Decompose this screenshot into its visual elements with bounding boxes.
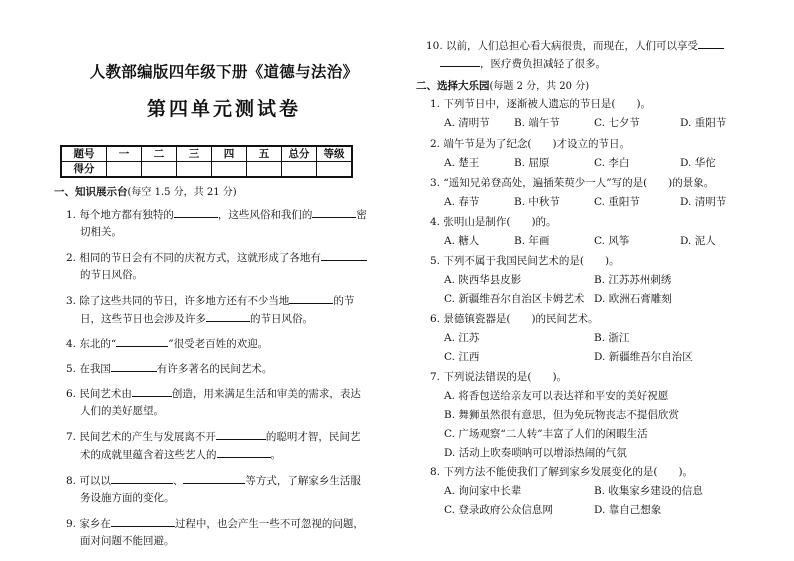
answer-blank[interactable] xyxy=(289,293,333,304)
question-text: 2. 相同的节日会有不同的庆祝方式，这就形成了各地有 xyxy=(66,252,321,264)
score-cell: 得分 xyxy=(61,162,107,178)
question-6-line2: 人们的美好愿望。 xyxy=(80,405,164,417)
choice-question-6: 6. 景德镇瓷器是( )的民间艺术。 xyxy=(430,313,599,325)
choice-option[interactable]: C. 江西 xyxy=(444,351,480,363)
question-text: 术的成就里蕴含着这些艺人的 xyxy=(80,449,217,461)
question-6 xyxy=(66,386,361,401)
exam-title: 人教部编版四年级下册《道德与法治》 xyxy=(89,62,359,81)
choice-options-8b xyxy=(444,503,661,517)
choice-option[interactable]: A. 江苏 xyxy=(444,332,480,344)
question-text: 密 xyxy=(356,209,367,221)
answer-blank[interactable] xyxy=(312,207,356,218)
section-title: 一、知识展示台 xyxy=(54,186,128,198)
choice-option[interactable]: D. 华佗 xyxy=(680,157,716,169)
answer-blank[interactable] xyxy=(217,447,271,458)
question-text: 4. 东北的“ xyxy=(66,338,117,350)
choice-options-3 xyxy=(444,195,726,209)
question-text: 等方式，了解家乡生活服 xyxy=(245,475,361,487)
choice-option[interactable]: A. 楚王 xyxy=(444,157,480,169)
score-cell: 一 xyxy=(107,146,142,162)
answer-blank[interactable] xyxy=(111,473,173,484)
score-input-cell[interactable] xyxy=(247,162,282,178)
question-text: 的节日风俗。 xyxy=(250,313,313,325)
question-text: 3. 除了这些共同的节日，许多地方还有不少当地 xyxy=(66,295,290,307)
score-input-cell[interactable] xyxy=(177,162,212,178)
section-1-heading xyxy=(54,185,394,200)
score-input-cell[interactable] xyxy=(317,162,353,178)
choice-question-2: 2. 端午节是为了纪念( )才设立的节日。 xyxy=(430,138,631,150)
score-cell: 等级 xyxy=(317,146,353,162)
answer-blank[interactable] xyxy=(206,311,250,322)
score-cell: 三 xyxy=(177,146,212,162)
score-cell: 题号 xyxy=(61,146,107,162)
question-10 xyxy=(426,38,770,53)
choice-options-1 xyxy=(444,116,726,130)
question-text: 1. 每个地方都有独特的 xyxy=(66,209,174,221)
section-note: (每题 2 分，共 20 分) xyxy=(489,81,590,92)
question-7 xyxy=(66,429,360,444)
choice-options-8a xyxy=(444,484,703,498)
choice-option[interactable]: B. 江苏苏州刺绣 xyxy=(594,274,672,286)
choice-options-5a xyxy=(444,273,671,287)
choice-question-4: 4. 张明山是制作( )的。 xyxy=(430,216,557,228)
section-note: (每空 1.5 分，共 21 分) xyxy=(127,187,237,198)
section-2-heading xyxy=(416,79,768,94)
answer-blank[interactable] xyxy=(111,516,175,527)
question-text: 8. 可以以 xyxy=(66,475,111,487)
choice-option[interactable]: A. 春节 xyxy=(444,196,480,208)
question-2 xyxy=(66,250,367,265)
score-input-cell[interactable] xyxy=(282,162,317,178)
question-text: 有许多著名的民间艺术。 xyxy=(156,363,273,375)
choice-question-1: 1. 下列节日中，逐渐被人遗忘的节日是( )。 xyxy=(430,98,652,110)
score-cell: 总分 xyxy=(282,146,317,162)
question-text: ”很受老百姓的欢迎。 xyxy=(168,338,269,350)
question-9 xyxy=(66,516,364,531)
question-text: 7. 民间艺术的产生与发展离不开 xyxy=(66,431,216,443)
score-cell: 二 xyxy=(142,146,177,162)
answer-blank[interactable] xyxy=(132,386,172,397)
choice-option[interactable]: C. 七夕节 xyxy=(594,117,640,129)
question-1-line2: 切相关。 xyxy=(80,226,122,238)
answer-blank[interactable] xyxy=(321,250,367,261)
choice-options-2 xyxy=(444,156,716,170)
choice-options-6b xyxy=(444,350,693,364)
choice-question-8: 8. 下列方法不能使我们了解到家乡发展变化的是( )。 xyxy=(430,466,694,478)
choice-question-3: 3. “遥知兄弟登高处，遍插茱萸少一人”写的是( )的景象。 xyxy=(430,177,715,189)
question-8 xyxy=(66,473,361,488)
question-9-line2: 面对问题不能回避。 xyxy=(80,535,175,547)
question-1 xyxy=(66,207,367,222)
answer-blank[interactable] xyxy=(116,336,168,347)
choice-option[interactable]: C. 风筝 xyxy=(594,235,630,247)
choice-option[interactable]: A. 询问家中长辈 xyxy=(444,485,522,497)
choice-option[interactable]: B. 收集家乡建设的信息 xyxy=(594,485,703,497)
question-text: 9. 家乡在 xyxy=(66,518,111,530)
choice-option[interactable]: B. 屈原 xyxy=(514,157,550,169)
question-2-line2: 的节日风俗。 xyxy=(80,269,143,281)
choice-option[interactable]: D. 活动上吹奏唢呐可以增添热闹的气氛 xyxy=(444,447,627,459)
choice-option[interactable]: C. 新疆维吾尔自治区卡姆艺术 xyxy=(444,293,585,305)
choice-option[interactable]: D. 清明节 xyxy=(680,196,727,208)
question-text: 、 xyxy=(172,475,184,487)
exam-subtitle: 第四单元测试卷 xyxy=(146,98,301,120)
choice-option[interactable]: A. 糖人 xyxy=(444,235,480,247)
choice-options-6a xyxy=(444,331,629,345)
choice-question-7: 7. 下列说法错误的是( )。 xyxy=(430,371,568,383)
question-10-line2 xyxy=(440,56,606,71)
choice-option[interactable]: B. 年画 xyxy=(514,235,550,247)
score-cell: 五 xyxy=(247,146,282,162)
choice-option[interactable]: B. 中秋节 xyxy=(514,196,560,208)
question-8-line2: 务设施方面的变化。 xyxy=(80,492,175,504)
choice-option[interactable]: D. 新疆维吾尔自治区 xyxy=(594,351,693,363)
answer-blank[interactable] xyxy=(216,429,266,440)
question-text: ，这些风俗和我们的 xyxy=(217,209,313,221)
answer-blank[interactable] xyxy=(183,473,245,484)
choice-option[interactable]: C. 广场观察“二人转”丰富了人们的闲暇生活 xyxy=(444,428,648,440)
question-4 xyxy=(66,336,268,351)
question-3 xyxy=(66,293,354,308)
question-text: 创造，用来满足生活和审美的需求，表达 xyxy=(171,388,361,400)
choice-option[interactable]: C. 李白 xyxy=(594,157,630,169)
score-input-cell[interactable] xyxy=(107,162,142,178)
question-text: 5. 在我国 xyxy=(66,363,111,375)
choice-option[interactable]: B. 浙江 xyxy=(594,332,630,344)
choice-option[interactable]: D. 泥人 xyxy=(680,235,716,247)
choice-option[interactable]: A. 陕西华县皮影 xyxy=(444,274,522,286)
answer-blank[interactable] xyxy=(174,207,218,218)
question-text: 6. 民间艺术由 xyxy=(66,388,132,400)
score-table-header-row xyxy=(61,146,352,162)
section-title: 二、选择大乐园 xyxy=(416,80,490,92)
choice-option[interactable]: A. 将香包送给亲友可以表达祥和平安的美好祝愿 xyxy=(444,390,669,402)
answer-blank[interactable] xyxy=(698,38,724,49)
choice-question-5: 5. 下列不属于我国民间艺术的是( )。 xyxy=(430,255,620,267)
score-input-cell[interactable] xyxy=(212,162,247,178)
question-text: ，医疗费负担减轻了很多。 xyxy=(480,58,606,70)
choice-option[interactable]: D. 欧洲石膏雕刻 xyxy=(594,293,672,305)
question-text: 的聪明才智，民间艺 xyxy=(265,431,361,443)
score-table xyxy=(60,145,353,178)
question-text: 日，这些节日也会涉及许多 xyxy=(80,313,206,325)
question-text: 的节 xyxy=(333,295,355,307)
score-table-score-row xyxy=(61,162,352,178)
question-text: 10. 以前，人们总担心看大病很贵，而现在，人们可以享受 xyxy=(426,40,699,52)
question-7-line2 xyxy=(80,447,281,462)
choice-option[interactable]: B. 端午节 xyxy=(514,117,560,129)
choice-option[interactable]: C. 重阳节 xyxy=(594,196,640,208)
answer-blank[interactable] xyxy=(440,56,480,67)
choice-options-5b xyxy=(444,292,672,306)
choice-option[interactable]: D. 重阳节 xyxy=(680,117,727,129)
question-3-line2 xyxy=(80,311,313,326)
score-cell: 四 xyxy=(212,146,247,162)
choice-option[interactable]: A. 清明节 xyxy=(444,117,490,129)
question-text: 。 xyxy=(270,449,281,461)
choice-options-4 xyxy=(444,234,716,248)
choice-option[interactable]: B. 舞狮虽然很有意思，但为免玩物丧志不提倡欣赏 xyxy=(444,409,679,421)
question-text: 过程中，也会产生一些不可忽视的问题， xyxy=(174,518,364,530)
score-input-cell[interactable] xyxy=(142,162,177,178)
choice-option[interactable]: D. 靠自己想象 xyxy=(594,504,662,516)
answer-blank[interactable] xyxy=(111,361,157,372)
question-5 xyxy=(66,361,272,376)
choice-option[interactable]: C. 登录政府公众信息网 xyxy=(444,504,553,516)
